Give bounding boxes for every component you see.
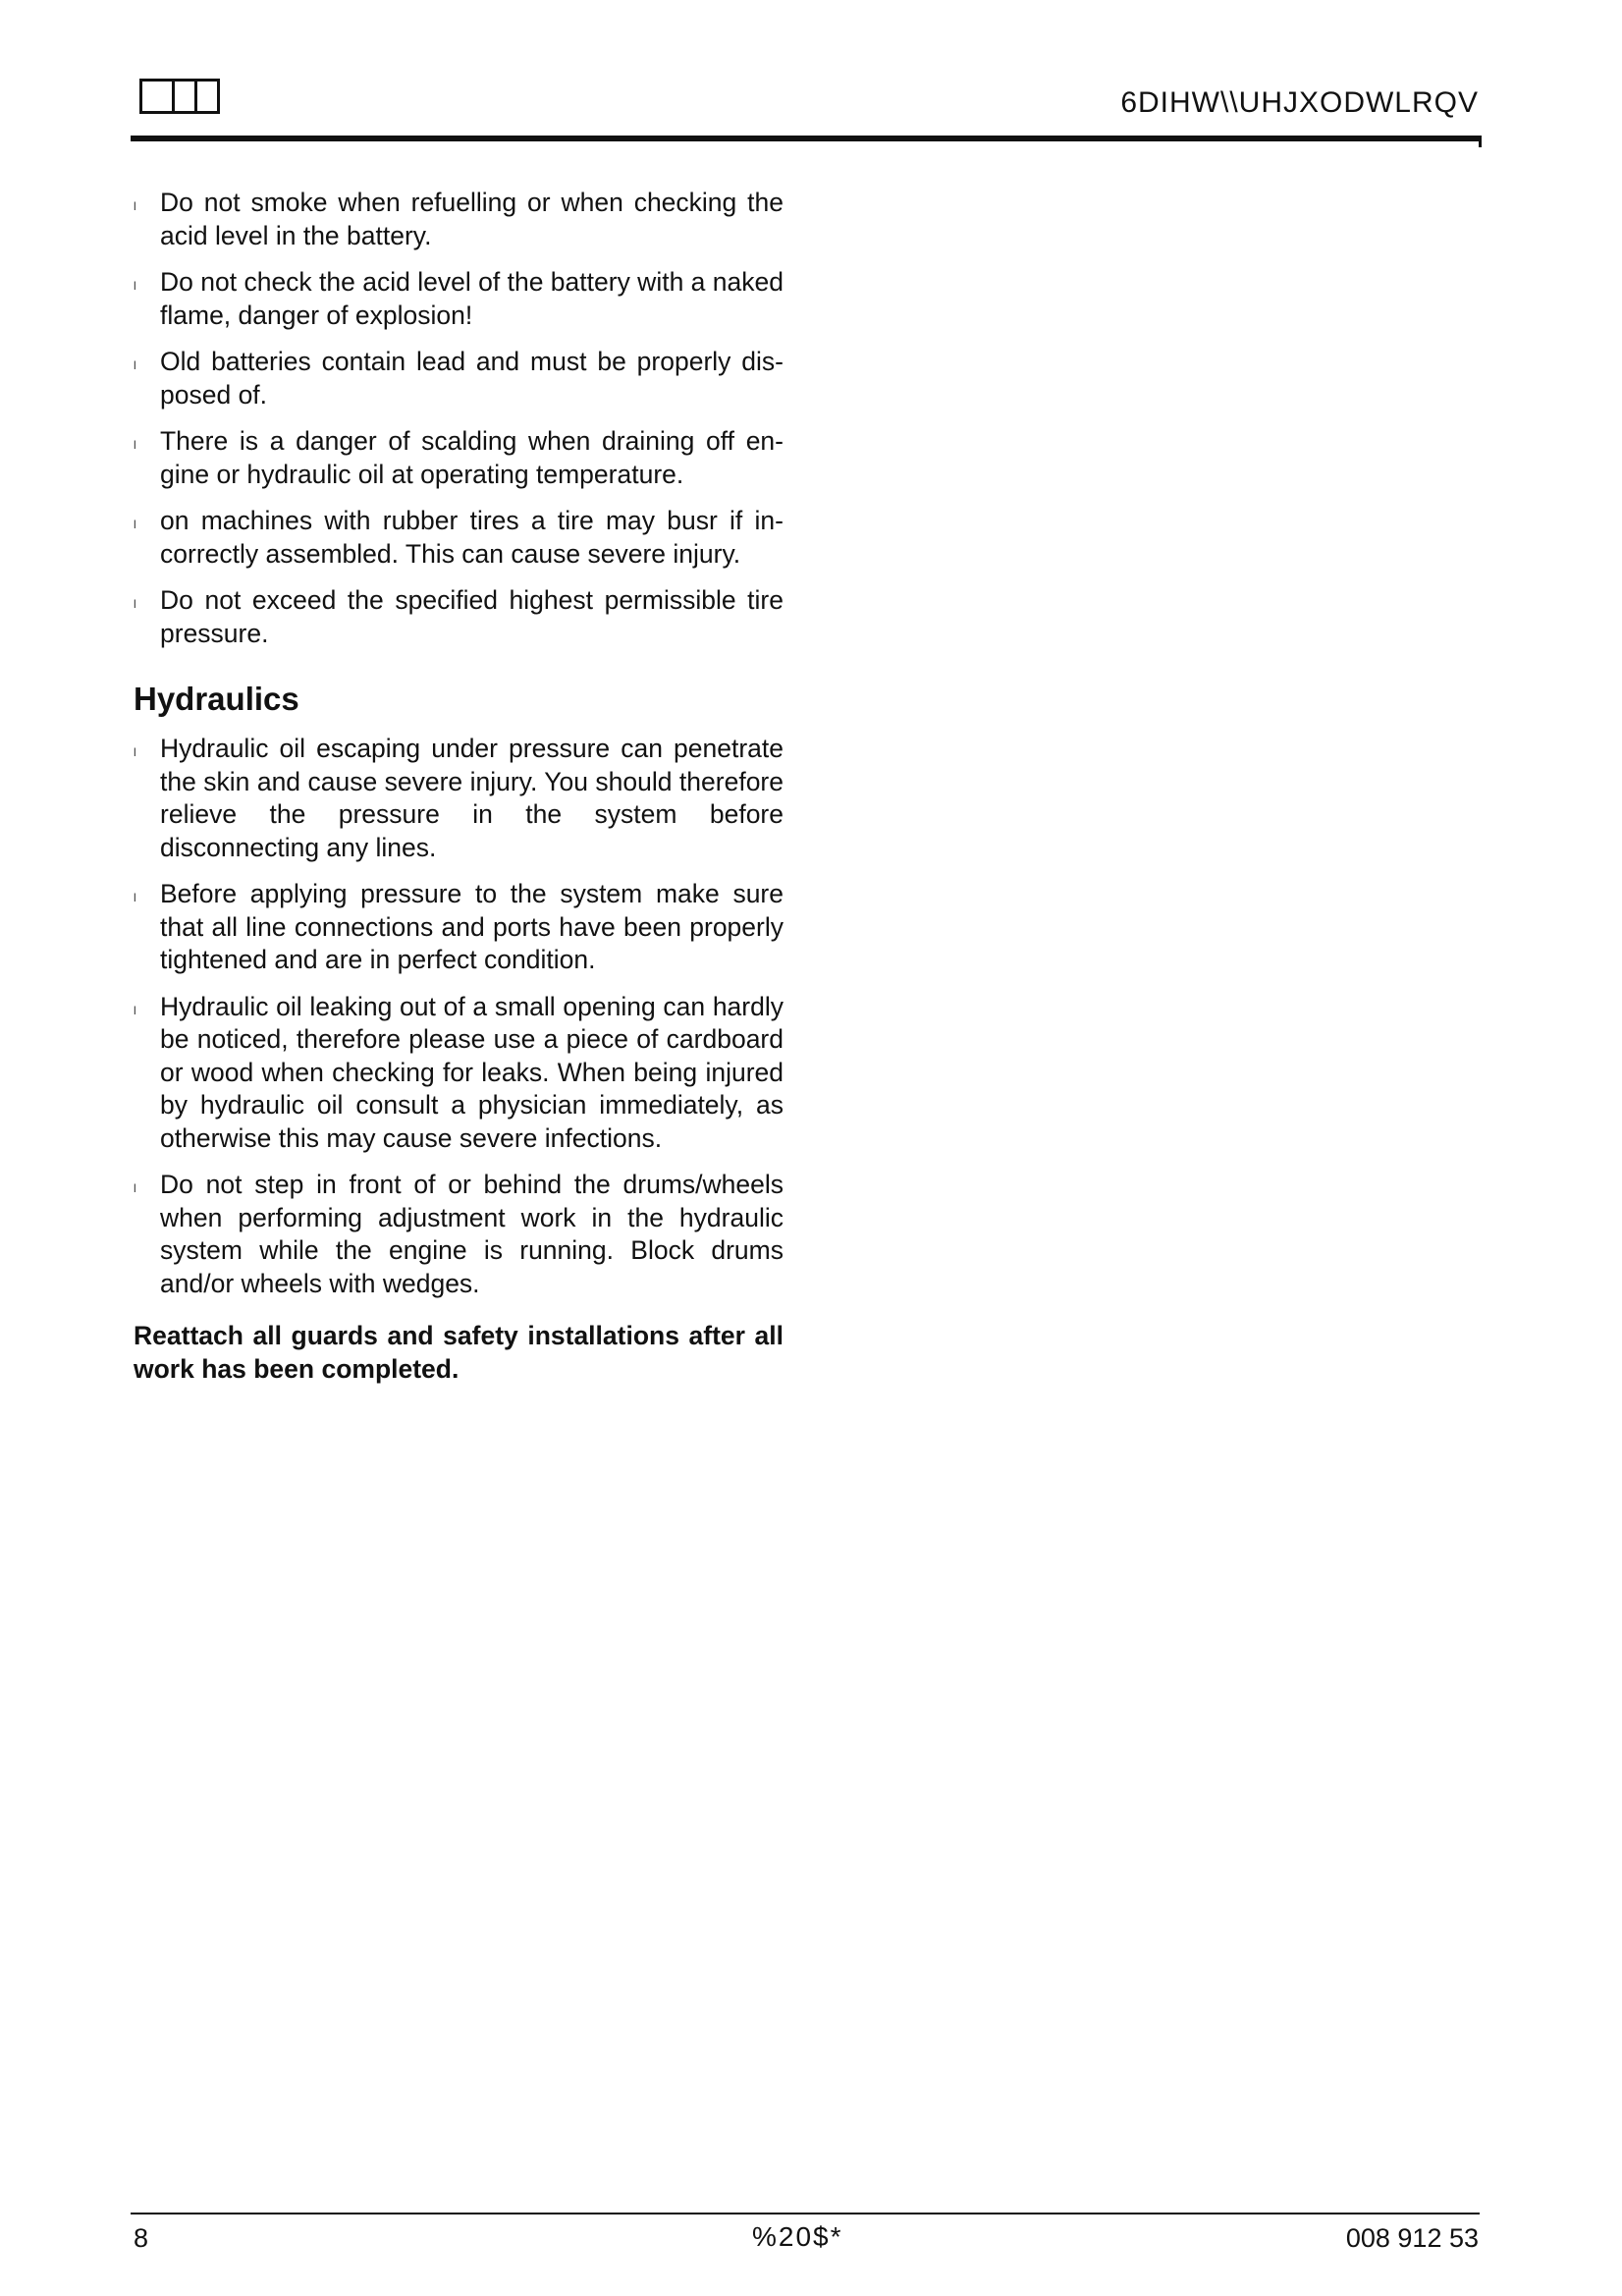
- bullet-marker: l: [134, 199, 136, 213]
- document-number: 008 912 53: [1345, 2223, 1479, 2253]
- footer-brand: %20$*: [752, 2221, 843, 2252]
- bullet-marker: l: [134, 518, 136, 531]
- closing-note: Reattach all guards and safety installations after all work has been completed.: [134, 1321, 784, 1384]
- section-heading: Hydraulics: [134, 681, 299, 717]
- page-content: [134, 187, 784, 1386]
- list-item: l Old batteries contain lead and must be properly disposed of.: [134, 347, 784, 410]
- list-item: l Do not exceed the specified highest permissible tire pressure.: [134, 585, 784, 648]
- bullet-marker: l: [134, 279, 136, 293]
- list-item: l Do not step in front of or behind the drums/wheels when performing adjustment work in the hydraulic system while the engine is running. Block drums and/or wheels with wedges.: [134, 1170, 784, 1298]
- footer-rule: [131, 2213, 1480, 2214]
- bullet-list: [134, 187, 784, 650]
- bullet-marker: l: [134, 597, 136, 611]
- list-item: l on machines with rubber tires a tire may busr if incorrectly assembled. This can cause severe injury.: [134, 506, 784, 569]
- bullet-marker: l: [134, 358, 136, 372]
- header-rule: [131, 136, 1480, 141]
- bullet-marker: l: [134, 745, 136, 759]
- list-item: l Do not check the acid level of the battery with a naked flame, danger of explosion!: [134, 267, 784, 330]
- page-number: 8: [134, 2223, 149, 2253]
- header-title: 6DIHW\\UHJXODWLRQV: [1120, 86, 1479, 119]
- list-item: l Before applying pressure to the system make sure that all line connections and ports have been properly tightened and are in perfect condition.: [134, 879, 784, 974]
- list-item: l Hydraulic oil leaking out of a small opening can hardly be noticed, therefore please use a piece of cardboard or wood when checking for leaks. When being injured by hydraulic oil consult a physician immediately, as otherwise this may cause severe infections.: [134, 991, 784, 1153]
- logo-box: [139, 79, 175, 114]
- header-logo: [139, 79, 217, 114]
- list-item: l There is a danger of scalding when draining off engine or hydraulic oil at operating temperature.: [134, 426, 784, 489]
- bullet-list: [134, 733, 784, 1300]
- list-item: l Do not smoke when refuelling or when checking the acid level in the battery.: [134, 188, 784, 250]
- list-item: l Hydraulic oil escaping under pressure can penetrate the skin and cause severe injury. You should therefore relieve the pressure in the system before disconnecting any lines.: [134, 734, 784, 862]
- bullet-marker: l: [134, 438, 136, 452]
- bullet-marker: l: [134, 1181, 136, 1195]
- bullet-marker: l: [134, 891, 136, 904]
- bullet-marker: l: [134, 1003, 136, 1017]
- logo-box: [194, 79, 220, 114]
